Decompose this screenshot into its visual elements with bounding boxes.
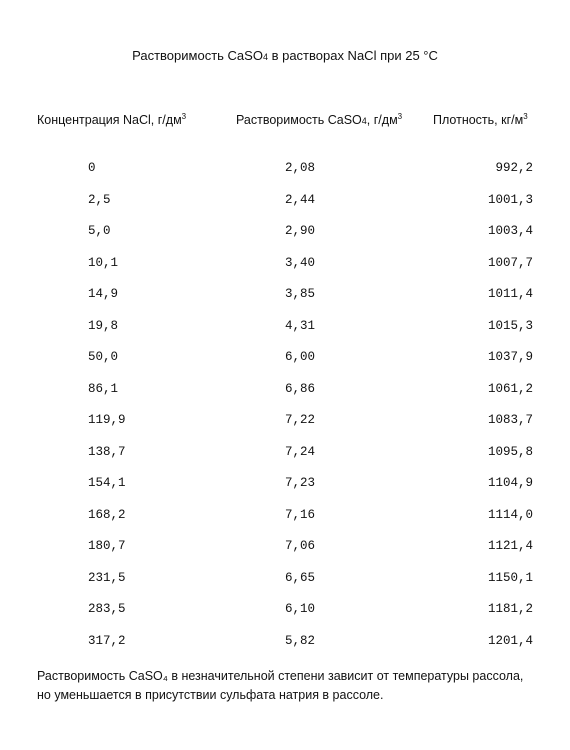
table-row (0, 627, 570, 659)
cell-nacl-concentration: 154,1 (88, 476, 126, 490)
table-row (0, 186, 570, 218)
cell-caso4-solubility: 6,10 (285, 602, 316, 616)
cell-density: 1061,2 (487, 381, 533, 396)
cell-caso4-solubility: 3,85 (285, 287, 316, 301)
table-row (0, 217, 570, 249)
cell-density: 1121,4 (487, 539, 533, 553)
table-row (0, 595, 570, 627)
cell-caso4-solubility: 7,24 (285, 444, 316, 459)
table-row (0, 312, 570, 344)
table-row (0, 154, 570, 186)
cell-nacl-concentration: 317,2 (88, 633, 126, 648)
cell-nacl-concentration: 86,1 (88, 381, 119, 396)
cell-caso4-solubility: 6,65 (285, 570, 316, 585)
cell-caso4-solubility: 7,22 (285, 413, 316, 427)
table-row (0, 532, 570, 564)
cell-caso4-solubility: 2,08 (285, 161, 316, 175)
cell-caso4-solubility: 4,31 (285, 318, 316, 333)
footnote-line-1: Растворимость CaSO₄ в незначительной степени зависит от температуры рассола, (37, 669, 524, 683)
cell-density: 1011,4 (487, 287, 533, 301)
table-row (0, 375, 570, 407)
table-row (0, 501, 570, 533)
cell-density: 992,2 (495, 161, 533, 175)
cell-caso4-solubility: 3,40 (285, 255, 316, 270)
column-header-density: Плотность, $кг/м^3$ (433, 111, 528, 127)
cell-nacl-concentration: 19,8 (88, 318, 119, 333)
table-row (0, 280, 570, 312)
cell-caso4-solubility: 7,16 (285, 507, 316, 522)
table-row (0, 469, 570, 501)
table-row (0, 564, 570, 596)
cell-nacl-concentration: 50,0 (88, 350, 119, 364)
table-row (0, 406, 570, 438)
column-header-nacl-concentration: Концентрация NaCl, $г/дм^3$ (37, 111, 187, 127)
cell-nacl-concentration: 138,7 (88, 444, 126, 459)
cell-nacl-concentration: 0 (88, 161, 96, 175)
footnote-line-2: но уменьшается в присутствии сульфата натрия в рассоле. (37, 688, 384, 702)
cell-nacl-concentration: 14,9 (88, 287, 119, 301)
cell-caso4-solubility: 6,00 (285, 350, 316, 364)
cell-nacl-concentration: 168,2 (88, 507, 126, 522)
cell-density: 1037,9 (487, 350, 533, 364)
data-table (0, 154, 570, 658)
cell-nacl-concentration: 2,5 (88, 192, 111, 207)
cell-nacl-concentration: 231,5 (88, 570, 126, 585)
cell-nacl-concentration: 5,0 (88, 224, 111, 238)
footnote (37, 667, 547, 705)
cell-nacl-concentration: 283,5 (88, 602, 126, 616)
cell-density: 1007,7 (487, 255, 533, 270)
cell-density: 1095,8 (487, 444, 533, 459)
cell-density: 1001,3 (487, 192, 533, 207)
table-row (0, 438, 570, 470)
cell-density: 1003,4 (487, 224, 533, 238)
cell-caso4-solubility: 5,82 (285, 633, 316, 648)
cell-density: 1083,7 (487, 413, 533, 427)
cell-nacl-concentration: 119,9 (88, 413, 126, 427)
cell-nacl-concentration: 10,1 (88, 255, 119, 270)
column-header-caso4-solubility: Растворимость CaSO4, $г/дм^3$ (236, 111, 403, 127)
table-row (0, 343, 570, 375)
cell-caso4-solubility: 7,23 (285, 476, 316, 490)
cell-caso4-solubility: 7,06 (285, 539, 316, 553)
cell-density: 1015,3 (487, 318, 533, 333)
cell-density: 1181,2 (487, 602, 533, 616)
cell-nacl-concentration: 180,7 (88, 539, 126, 553)
page-title: Растворимость CaSO4 в растворах NaCl при 25 °C (132, 48, 438, 63)
cell-caso4-solubility: 2,90 (285, 224, 316, 238)
cell-caso4-solubility: 2,44 (285, 192, 316, 207)
cell-density: 1150,1 (487, 570, 533, 585)
cell-density: 1114,0 (487, 507, 533, 522)
cell-caso4-solubility: 6,86 (285, 381, 316, 396)
cell-density: 1201,4 (487, 633, 533, 648)
cell-density: 1104,9 (487, 476, 533, 490)
table-row (0, 249, 570, 281)
